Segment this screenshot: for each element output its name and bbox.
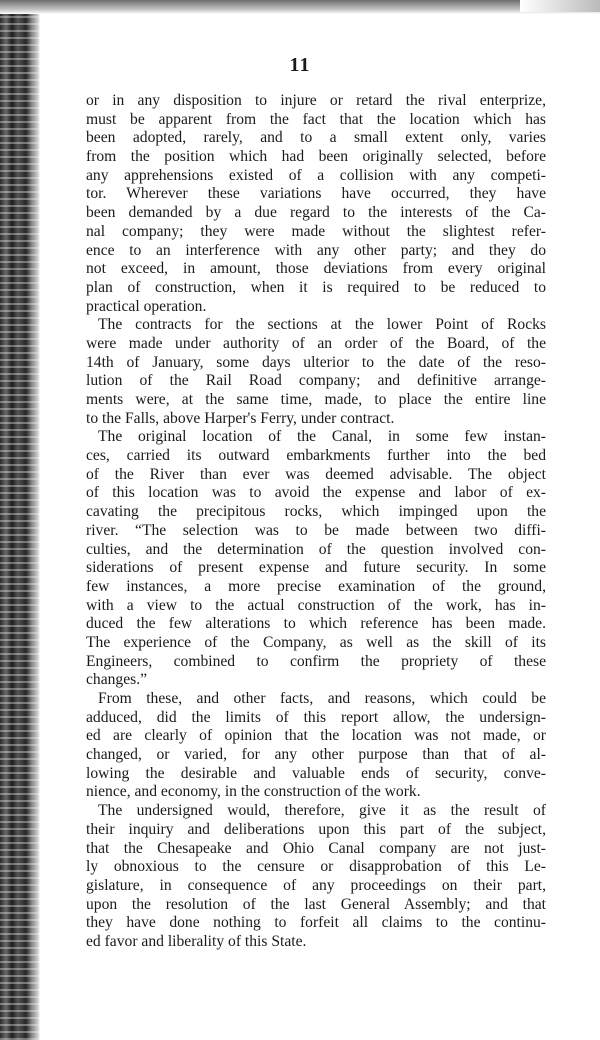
scan-top-edge-shadow xyxy=(520,0,600,12)
text-line: or in any disposition to injure or retard the rival enterprize, xyxy=(86,92,546,109)
text-line: that the Chesapeake and Ohio Canal company are not just- xyxy=(86,839,546,857)
text-line: from the position which had been originally selected, before xyxy=(86,148,546,166)
text-line: duced the few alterations to which reference has been made. xyxy=(86,615,546,633)
page-number: 11 xyxy=(289,54,311,76)
text-line: The experience of the Company, as well as the skill of its xyxy=(86,633,546,651)
text-line: upon the resolution of the last General Assembly; and that xyxy=(86,895,546,913)
text-line: culties, and the determination of the question involved con- xyxy=(86,540,546,558)
text-line: practical operation. xyxy=(86,297,207,315)
paragraph xyxy=(86,690,546,802)
text-line: ments were, at the same time, made, to place the entire line xyxy=(86,391,546,408)
text-line: changes.” xyxy=(86,671,148,689)
text-line: their inquiry and deliberations upon this part of the subject, xyxy=(86,820,546,838)
text-line: From these, and other facts, and reasons, which could be xyxy=(98,690,546,707)
text-line: The undersigned would, therefore, give it as the result of xyxy=(98,802,546,820)
text-line: ly obnoxious to the censure or disapprobation of this Le- xyxy=(86,858,546,876)
text-line: cavating the precipitous rocks, which impinged upon the xyxy=(86,503,546,521)
paragraph xyxy=(86,428,546,690)
text-line: ed are clearly of opinion that the location was not made, or xyxy=(86,727,546,745)
text-line: river. “The selection was to be made between two diffi- xyxy=(86,521,546,539)
text-line: The original location of the Canal, in some few instan- xyxy=(98,428,546,446)
paragraph xyxy=(86,316,546,428)
text-line: ed favor and liberality of this State. xyxy=(86,932,307,950)
text-line: few instances, a more precise examination of the ground, xyxy=(86,577,546,595)
text-line: of this location was to avoid the expense and labor of ex- xyxy=(86,484,546,502)
text-line: 14th of January, some days ulterior to the date of the reso- xyxy=(86,353,546,371)
text-line: they have done nothing to forfeit all claims to the continu- xyxy=(86,914,546,932)
text-line: siderations of present expense and future security. In some xyxy=(86,559,546,577)
text-line: ence to an interference with any other party; and they do xyxy=(86,241,546,259)
book-binding-edge xyxy=(0,0,40,1040)
text-line: been demanded by a due regard to the interests of the Ca- xyxy=(86,204,546,222)
text-line: of the River than ever was deemed advisable. The object xyxy=(86,465,546,483)
text-line: adduced, did the limits of this report allow, the undersign- xyxy=(86,708,546,726)
text-line: nal company; they were made without the slightest refer- xyxy=(86,222,546,240)
paragraph xyxy=(86,802,546,952)
text-line: any apprehensions existed of a collision with any competi- xyxy=(86,166,546,184)
text-line: were made under authority of an order of the Board, of the xyxy=(86,334,546,352)
text-line: ces, carried its outward embarkments further into the bed xyxy=(86,447,546,465)
text-line: not exceed, in amount, those deviations from every original xyxy=(86,260,546,278)
text-line: been adopted, rarely, and to a small extent only, varies xyxy=(86,129,546,147)
text-line: to the Falls, above Harper's Ferry, under contract. xyxy=(86,409,395,427)
text-line: gislature, in consequence of any proceedings on their part, xyxy=(86,876,546,894)
text-line: must be apparent from the fact that the location which has xyxy=(86,110,546,128)
text-line: plan of construction, when it is required to be reduced to xyxy=(86,278,546,296)
text-line: Engineers, combined to confirm the propriety of these xyxy=(86,652,546,670)
text-line: nience, and economy, in the construction of the work. xyxy=(86,783,421,801)
paragraph xyxy=(86,92,546,316)
text-line: lowing the desirable and valuable ends of security, conve- xyxy=(86,764,546,782)
text-line: lution of the Rail Road company; and definitive arrange- xyxy=(86,372,546,390)
scan-top-edge xyxy=(0,0,600,14)
text-line: tor. Wherever these variations have occurred, they have xyxy=(86,185,546,203)
text-line: changed, or varied, for any other purpose than that of al- xyxy=(86,746,546,764)
body-text xyxy=(86,92,546,952)
text-line: with a view to the actual construction of the work, has in- xyxy=(86,596,546,614)
text-line: The contracts for the sections at the lower Point of Rocks xyxy=(98,316,546,334)
